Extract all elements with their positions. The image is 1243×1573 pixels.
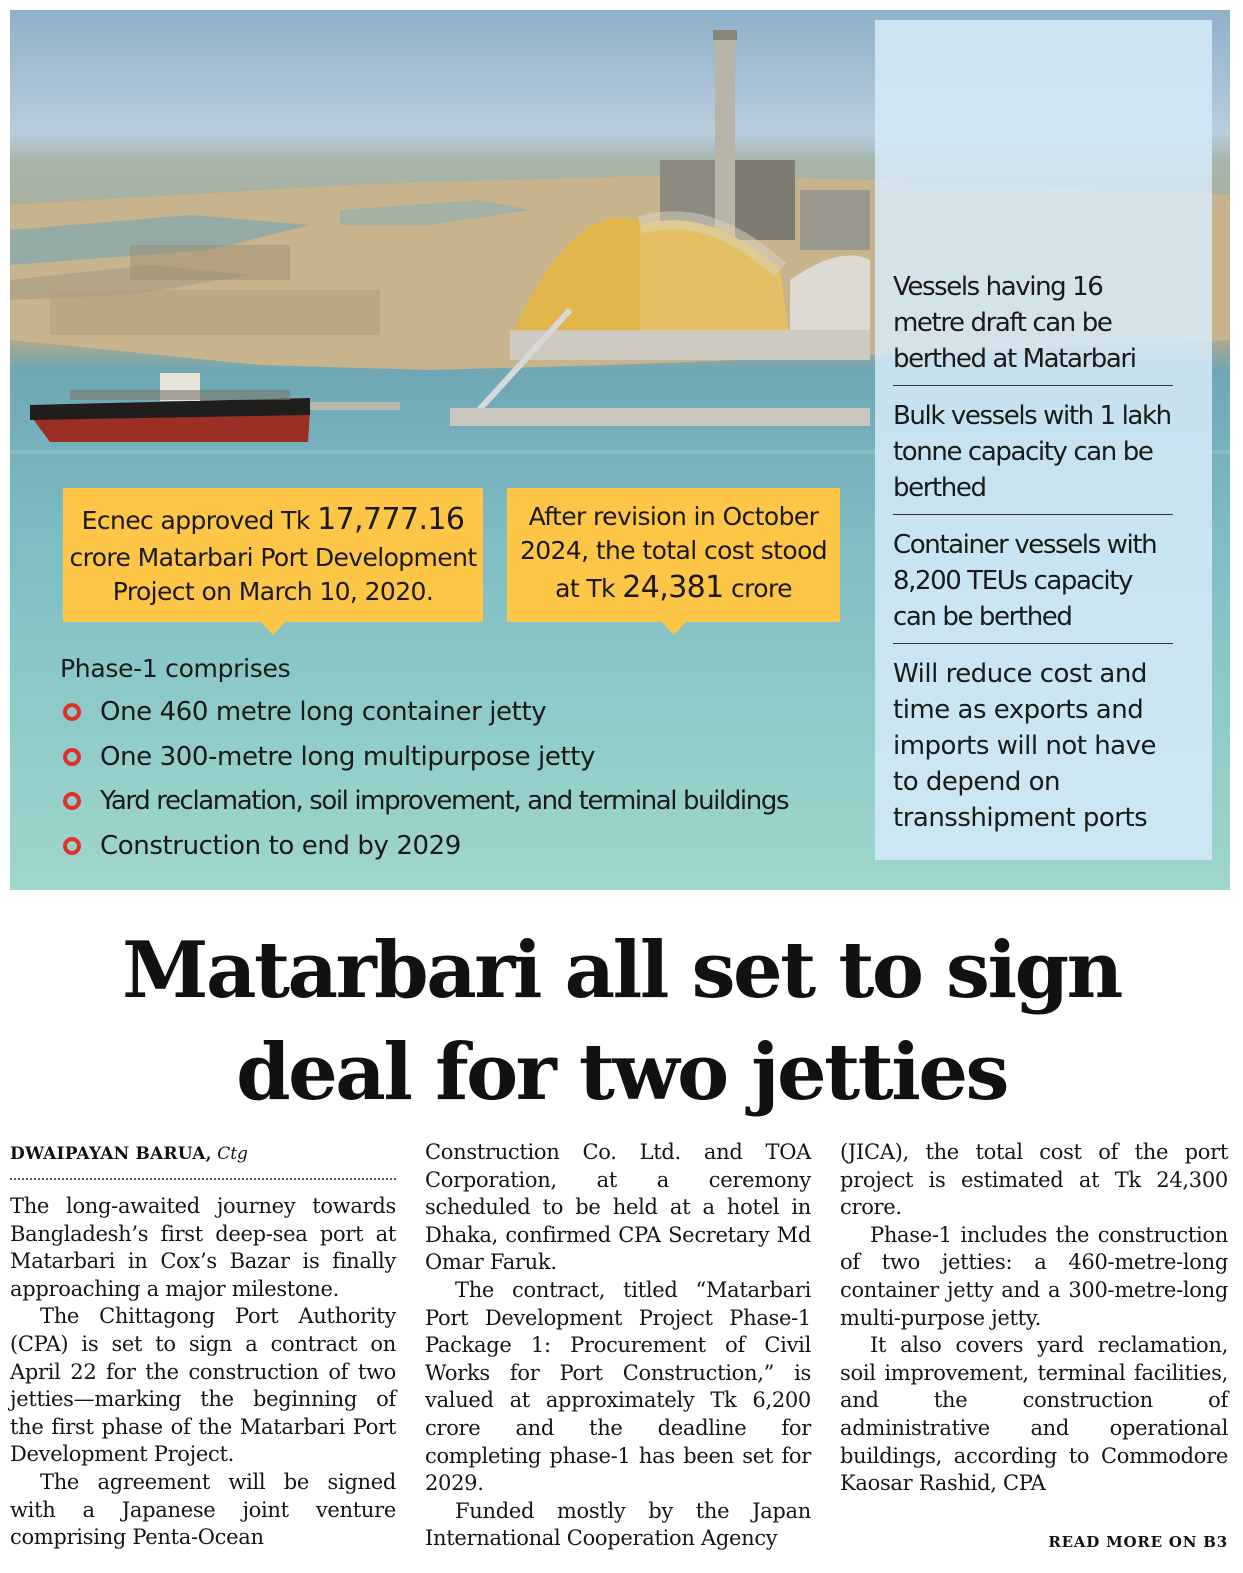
article-paragraph: The agreement will be signed with a Japanese joint venture comprising Penta-Ocean (10, 1469, 396, 1550)
sidebar-fact: Container vessels with 8,200 TEUs capacity can be berthed (893, 525, 1173, 644)
callout-revision-line1: After revision in October (528, 502, 819, 531)
callout-approval-amount: 17,777.16 (317, 502, 465, 537)
sidebar-fact: Bulk vessels with 1 lakh tonne capacity can be berthed (893, 396, 1173, 515)
article-paragraph: Funded mostly by the Japan International Cooperation Agency (425, 1498, 811, 1551)
article-paragraph: The contract, titled “Matarbari Port Development Project Phase-1 Package 1: Procurement of Civil Works for Port Construction,” is valued at approximately Tk 6,200 crore and the deadline for completing phase-1 has been set for 2029. (425, 1277, 811, 1496)
sidebar-fact: Will reduce cost and time as exports and imports will not have to depend on transshipment ports (893, 659, 1156, 833)
bullet-ring-icon (63, 837, 81, 855)
article-paragraph: It also covers yard reclamation, soil improvement, terminal facilities, and the construction of administrative and operational buildings, according to Commodore Kaosar Rashid, CPA (840, 1333, 1228, 1496)
bullet-ring-icon (63, 792, 81, 810)
sidebar-facts (893, 267, 1173, 854)
phase-list (60, 654, 788, 868)
headline-line-2: deal for two jetties (236, 1027, 1007, 1118)
callout-approval (63, 488, 483, 622)
byline (10, 1142, 396, 1166)
callout-approval-line3: Project on March 10, 2020. (112, 576, 434, 606)
article-column-3 (840, 1139, 1228, 1498)
phase-title: Phase-1 comprises (60, 654, 291, 683)
read-more-link[interactable]: READ MORE ON B3 (1048, 1533, 1228, 1551)
article-paragraph: Construction Co. Ltd. and TOA Corporation, at a ceremony scheduled to be held at a hotel in Dhaka, confirmed CPA Secretary Md Omar Faruk. (425, 1140, 811, 1275)
callout-revision-pre: at Tk (555, 574, 623, 603)
callout-revision-line2: 2024, the total cost stood (519, 536, 828, 565)
headline (0, 920, 1243, 1124)
article-column-2 (425, 1139, 811, 1553)
byline-location: Ctg (217, 1144, 248, 1164)
phase-item-label: Construction to end by 2029 (100, 830, 461, 861)
phase-item-label: One 460 metre long container jetty (100, 697, 547, 728)
callout-approval-line2: crore Matarbari Port Development (69, 542, 477, 572)
phase-item (60, 779, 788, 824)
byline-author: DWAIPAYAN BARUA, (10, 1144, 212, 1164)
phase-item (60, 824, 788, 869)
article-paragraph: The long-awaited journey towards Bangladesh’s first deep-sea port at Matarbari in Cox’s Bazar is finally approaching a major milestone. (10, 1194, 396, 1301)
callout-revision (507, 488, 840, 622)
byline-divider (10, 1178, 396, 1180)
bullet-ring-icon (63, 748, 81, 766)
phase-item (60, 690, 788, 735)
sidebar-fact: Vessels having 16 metre draft can be berthed at Matarbari (893, 267, 1173, 386)
article-paragraph: The Chittagong Port Authority (CPA) is set to sign a contract on April 22 for the construction of two jetties—marking the beginning of the first phase of the Matarbari Port Development Project. (10, 1304, 396, 1467)
phase-item-label: Yard reclamation, soil improvement, and terminal buildings (100, 786, 789, 817)
callout-revision-post: crore (723, 574, 792, 603)
headline-line-1: Matarbari all set to sign (122, 925, 1121, 1016)
article-paragraph: (JICA), the total cost of the port project is estimated at Tk 24,300 crore. (840, 1140, 1228, 1220)
callout-approval-pre: Ecnec approved Tk (81, 506, 318, 535)
phase-item-label: One 300-metre long multipurpose jetty (100, 741, 596, 772)
callout-revision-amount: 24,381 (622, 570, 724, 605)
article-column-1 (10, 1193, 396, 1552)
phase-item (60, 735, 788, 780)
bullet-ring-icon (63, 703, 81, 721)
article-paragraph: Phase-1 includes the construction of two jetties: a 460-metre-long container jetty and a 300-metre-long multi-purpose jetty. (840, 1222, 1228, 1330)
